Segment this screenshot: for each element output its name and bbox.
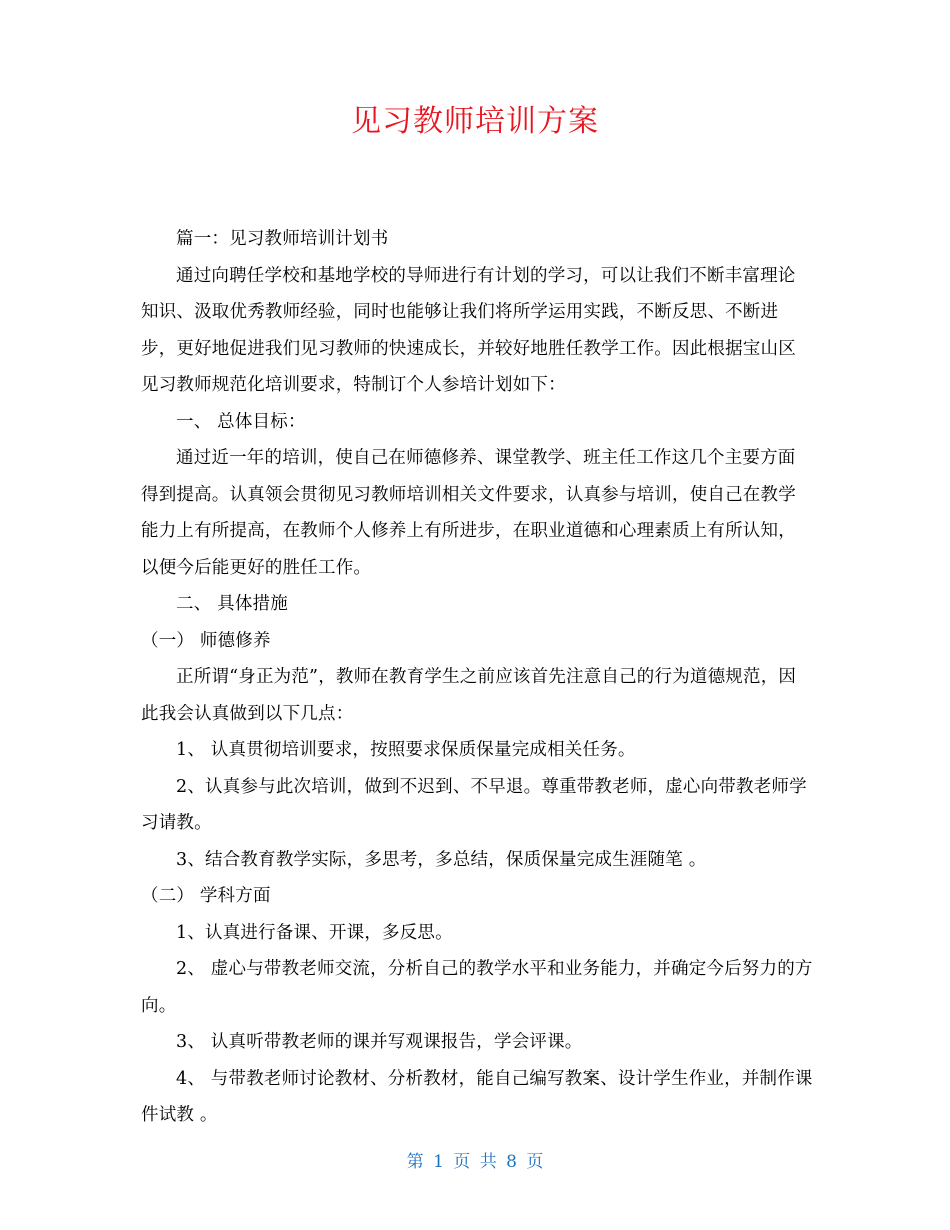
subject-item-1: 1、认真进行备课、开课，多反思。: [176, 922, 453, 943]
subject-item-4: 4、 与带教老师讨论教材、分析教材，能自己编写教案、设计学生作业，并制作课件试教 。: [141, 1068, 813, 1125]
subject-item-2: 2、 虚心与带教老师交流，分析自己的教学水平和业务能力，并确定今后努力的方向。: [141, 959, 813, 1016]
section-heading-part-one: 篇一：见习教师培训计划书: [176, 229, 389, 249]
subheading-subject: （二） 学科方面: [141, 886, 271, 906]
heading-overall-goal: 一、 总体目标：: [176, 411, 306, 432]
ethics-paragraph: 正所谓“身正为范”，教师在教育学生之前应该首先注意自己的行为道德规范，因此我会认真做到以下几点：: [141, 667, 797, 724]
document-title: 见习教师培训方案: [351, 104, 599, 139]
document-body: [141, 221, 813, 1134]
heading-specific-measures: 二、 具体措施: [176, 594, 288, 614]
subheading-ethics: （一） 师德修养: [141, 630, 271, 651]
ethics-item-2: 2、认真参与此次培训，做到不迟到、不早退。尊重带教老师，虚心向带教老师学习请教。: [141, 776, 807, 833]
overall-goal-paragraph: 通过近一年的培训，使自己在师德修养、课堂教学、班主任工作这几个主要方面得到提高。认真领会贯彻见习教师培训相关文件要求，认真参与培训，使自己在教学能力上有所提高，在教师个人修养上有所进步，在职业道德和心理素质上有所认知，以便今后能更好的胜任工作。: [141, 448, 796, 578]
intro-paragraph: 通过向聘任学校和基地学校的导师进行有计划的学习，可以让我们不断丰富理论知识、汲取优秀教师经验，同时也能够让我们将所学运用实践，不断反思、不断进步，更好地促进我们见习教师的快速成长，并较好地胜任教学工作。因此根据宝山区见习教师规范化培训要求，特制订个人参培计划如下：: [141, 265, 796, 395]
subject-item-3: 3、 认真听带教老师的课并写观课报告，学会评课。: [176, 1032, 583, 1052]
page-number-footer: 第 1 页 共 8 页: [406, 1152, 544, 1172]
ethics-item-1: 1、 认真贯彻培训要求，按照要求保质保量完成相关任务。: [176, 740, 636, 760]
ethics-item-3: 3、结合教育教学实际，多思考，多总结，保质保量完成生涯随笔 。: [176, 849, 707, 870]
